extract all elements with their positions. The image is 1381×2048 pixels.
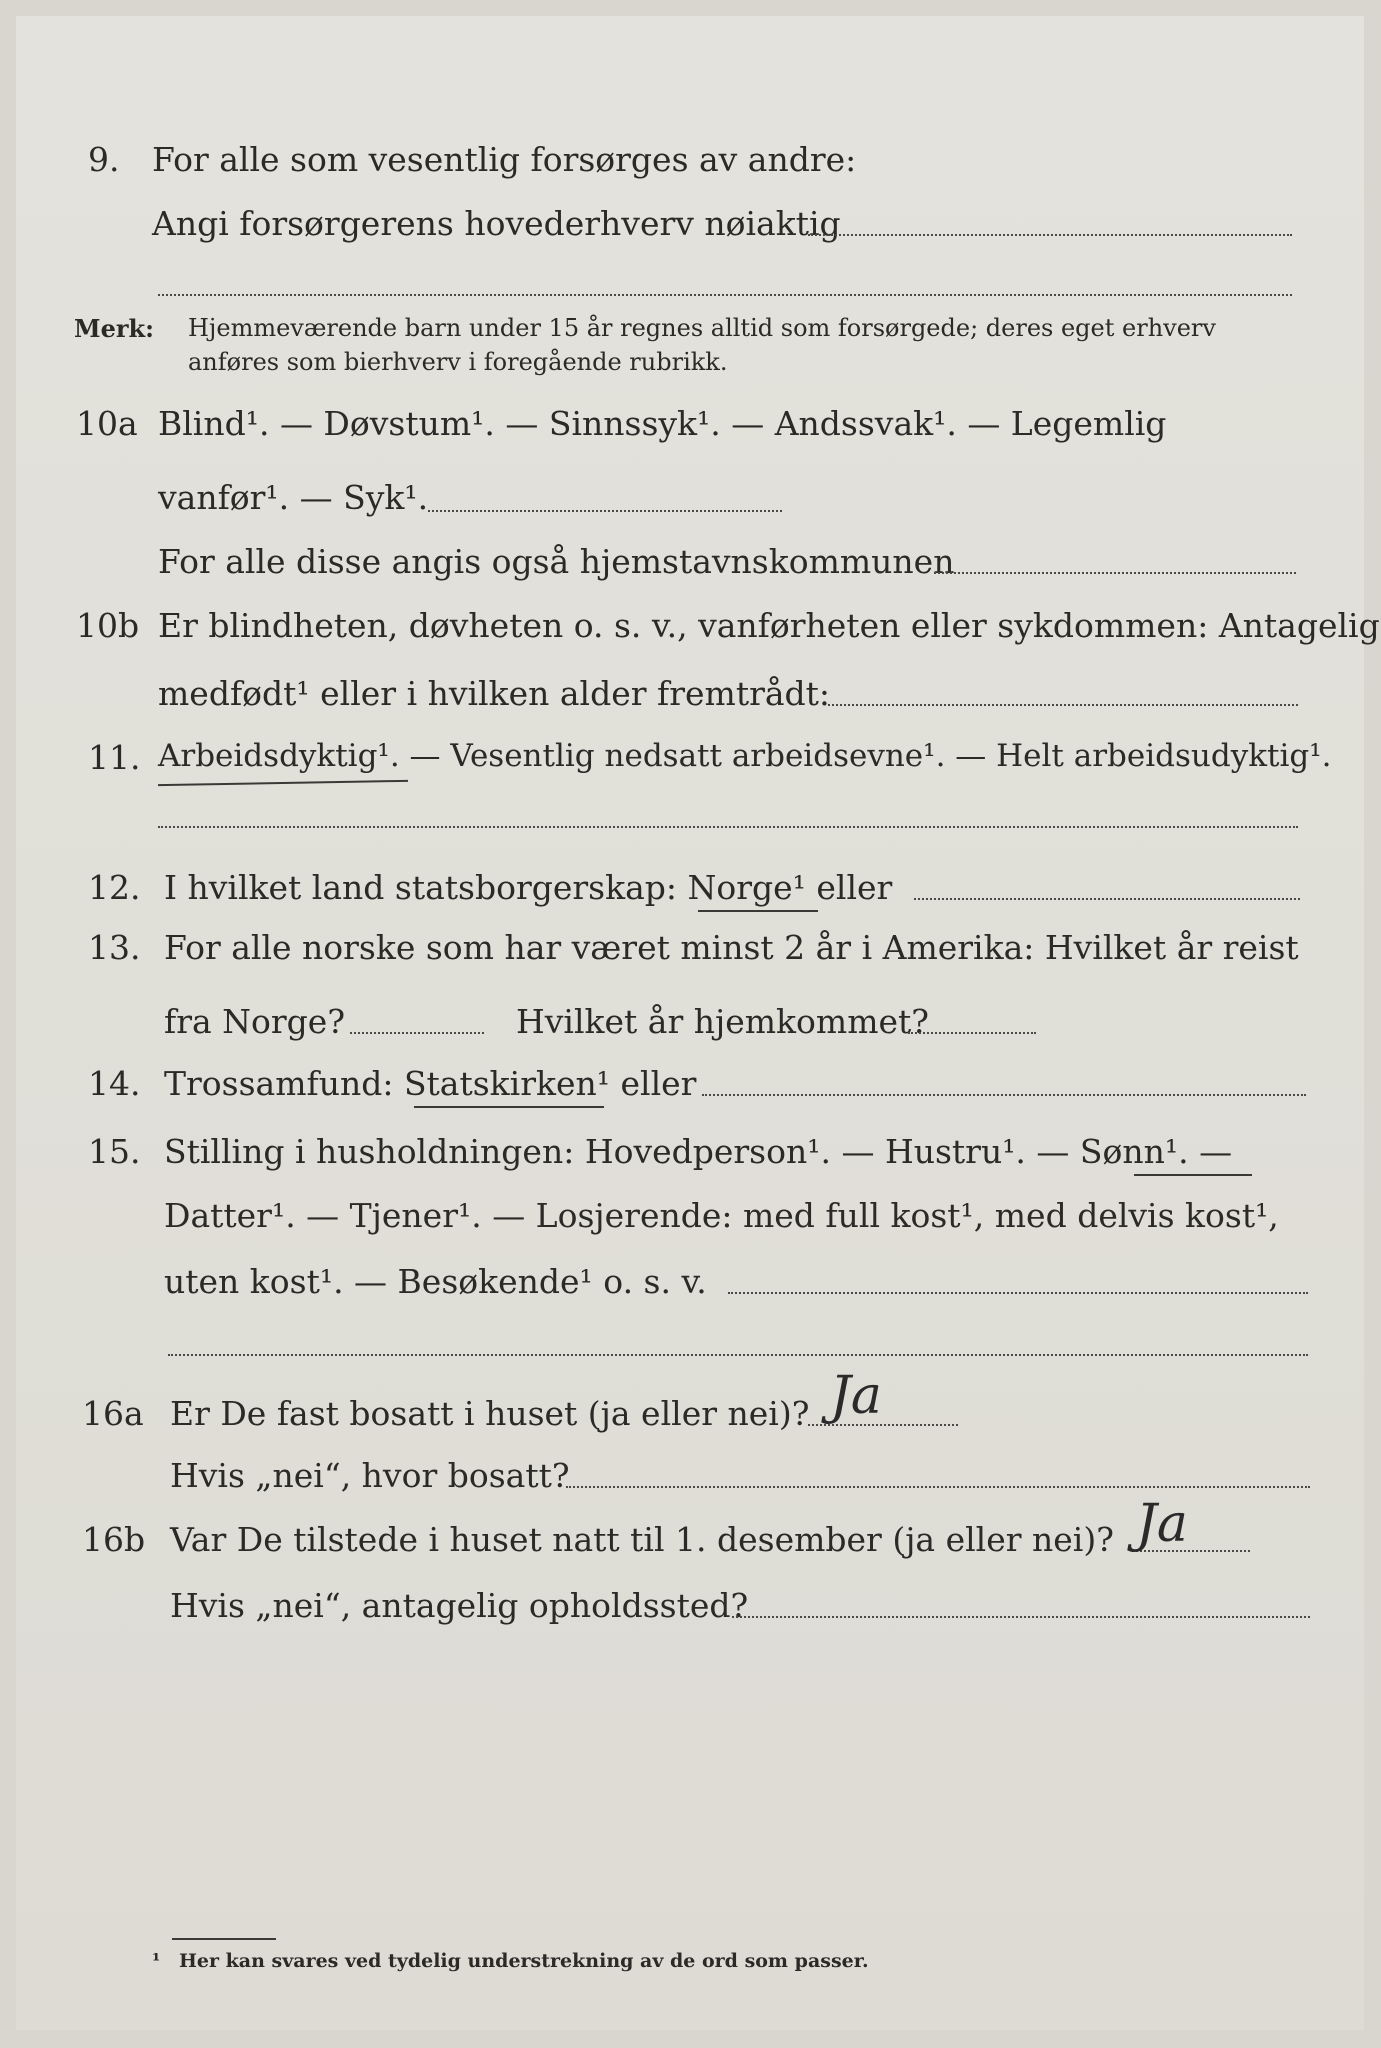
merk-label: Merk: [74, 314, 154, 343]
q16a-line1: Er De fast bosatt i huset (ja eller nei)? [170, 1394, 810, 1433]
merk-line1: Hjemmeværende barn under 15 år regnes alltid som forsørgede; deres eget erhverv [188, 314, 1216, 342]
q9-number: 9. [88, 140, 120, 179]
q12-line1: I hvilket land statsborgerskap: Norge¹ eller [164, 868, 893, 907]
q10a-number: 10a [76, 404, 138, 443]
q9-line2: Angi forsørgerens hovederhverv nøiaktig [152, 204, 841, 243]
q11-line1: Arbeidsdyktig¹. — Vesentlig nedsatt arbeidsevne¹. — Helt arbeidsudyktig¹. [158, 738, 1332, 774]
q10b-answer-line [828, 704, 1298, 706]
q9-line1: For alle som vesentlig forsørges av andre: [152, 140, 857, 179]
footnote-rule [172, 1938, 276, 1940]
q13-reist-line [350, 1032, 484, 1034]
q9-answer-line [808, 234, 1292, 236]
q13-line2a: fra Norge? [164, 1002, 346, 1041]
q12-answer-line [914, 898, 1300, 900]
q10a-hjemstavn-line [934, 572, 1296, 574]
q15-line1: Stilling i husholdningen: Hovedperson¹. — Hustru¹. — Sønn¹. — [164, 1132, 1233, 1171]
q15-line3: uten kost¹. — Besøkende¹ o. s. v. [164, 1262, 707, 1301]
q11-underline-arbeidsdyktig [158, 780, 408, 786]
q14-line1: Trossamfund: Statskirken¹ eller [164, 1064, 697, 1103]
footnote-text: Her kan svares ved tydelig understrekning av de ord som passer. [178, 1950, 869, 1972]
q16b-handwritten-answer: Ja [1136, 1494, 1188, 1554]
footnote-mark: ¹ [152, 1950, 161, 1972]
q16b-line2: Hvis „nei“, antagelig opholdssted? [170, 1586, 749, 1625]
q16a-handwritten-answer: Ja [830, 1366, 882, 1426]
q15-answer-line-2 [168, 1354, 1308, 1356]
q15-number: 15. [88, 1132, 141, 1171]
merk-line2: anføres som bierhverv i foregående rubrikk. [188, 348, 728, 376]
q16a-number: 16a [82, 1394, 144, 1433]
q13-line1: For alle norske som har været minst 2 år i Amerika: Hvilket år reist [164, 928, 1299, 967]
q14-underline-statskirken [414, 1106, 604, 1108]
q13-hjemkommet-line [908, 1032, 1036, 1034]
q10b-number: 10b [76, 606, 140, 645]
q11-number: 11. [88, 738, 141, 777]
q16a-line2: Hvis „nei“, hvor bosatt? [170, 1456, 570, 1495]
q10a-line1: Blind¹. — Døvstum¹. — Sinnssyk¹. — Andssvak¹. — Legemlig [158, 404, 1167, 443]
q14-answer-line [702, 1094, 1306, 1096]
q16a-bosatt-line [566, 1486, 1310, 1488]
q10a-line2: vanfør¹. — Syk¹. [158, 478, 429, 517]
q15-answer-line [728, 1292, 1308, 1294]
q16b-line1: Var De tilstede i huset natt til 1. desember (ja eller nei)? [170, 1520, 1114, 1559]
q9-answer-line-2 [158, 294, 1292, 296]
q16b-number: 16b [82, 1520, 146, 1559]
q11-answer-line [158, 826, 1298, 828]
q12-underline-norge [698, 910, 818, 912]
q14-number: 14. [88, 1064, 141, 1103]
census-form-sheet [16, 16, 1380, 2030]
q10a-line3: For alle disse angis også hjemstavnskommunen [158, 542, 955, 581]
q12-number: 12. [88, 868, 141, 907]
q15-line2: Datter¹. — Tjener¹. — Losjerende: med full kost¹, med delvis kost¹, [164, 1196, 1279, 1235]
q13-line2b: Hvilket år hjemkommet? [516, 1002, 929, 1041]
q10b-line1: Er blindheten, døvheten o. s. v., vanførheten eller sykdommen: Antagelig [158, 606, 1380, 645]
q13-number: 13. [88, 928, 141, 967]
q10a-answer-line [428, 510, 782, 512]
q15-underline-sonn [1134, 1174, 1252, 1176]
q10b-line2: medfødt¹ eller i hvilken alder fremtrådt: [158, 674, 831, 713]
q16b-opholdssted-line [732, 1616, 1310, 1618]
footnote [152, 1950, 869, 1972]
